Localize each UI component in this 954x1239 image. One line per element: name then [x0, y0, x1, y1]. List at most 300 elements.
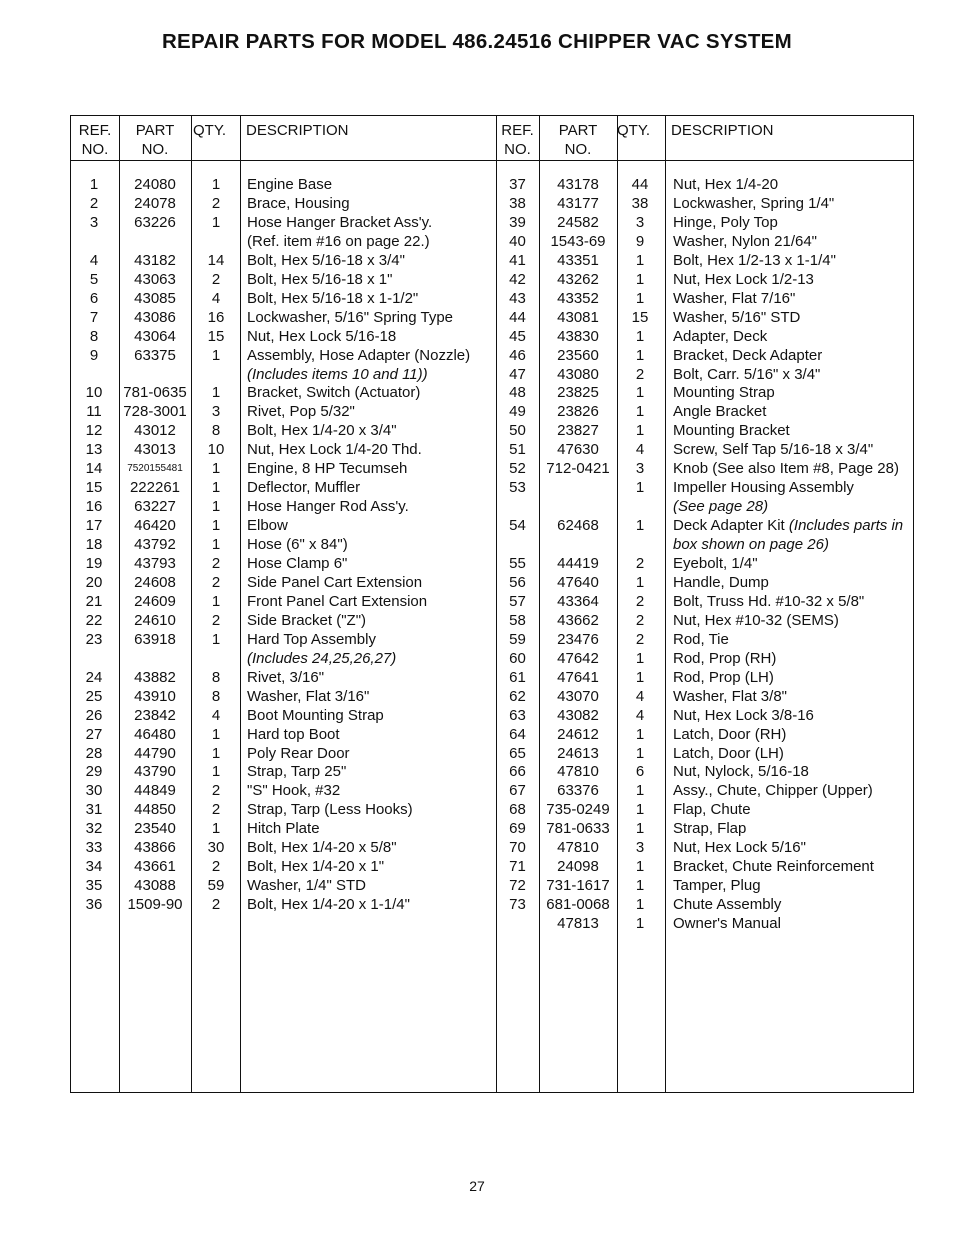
description-cell: Strap, Tarp 25"	[247, 763, 347, 781]
description-cell: Hose (6" x 84")	[247, 536, 348, 554]
part-no-cell: 7520155481	[127, 463, 183, 475]
qty-cell: 1	[635, 915, 645, 933]
description-cell: Nut, Hex Lock 5/16-18	[247, 327, 397, 345]
table-row	[71, 630, 915, 649]
part-no-cell: 43364	[557, 592, 599, 610]
part-no-cell: 24098	[557, 858, 599, 876]
ref-no-cell: 60	[509, 649, 526, 667]
header-divider	[71, 160, 913, 161]
description-cell: Rod, Tie	[673, 630, 729, 648]
qty-cell: 2	[211, 896, 221, 914]
qty-cell: 38	[631, 194, 649, 212]
table-row	[71, 857, 915, 876]
part-no-cell: 681-0068	[546, 896, 610, 914]
description-cell: (Includes 24,25,26,27)	[247, 649, 397, 667]
description-cell: Nut, Hex #10-32 (SEMS)	[673, 611, 839, 629]
qty-cell: 15	[631, 308, 649, 326]
description-cell: Nut, Hex Lock 3/8-16	[673, 706, 814, 724]
description-cell: Rivet, Pop 5/32"	[247, 403, 355, 421]
part-no-cell: 43086	[134, 308, 176, 326]
part-no-cell: 43662	[557, 611, 599, 629]
table-row	[71, 838, 915, 857]
part-no-cell: 43866	[134, 839, 176, 857]
part-no-cell: 43262	[557, 270, 599, 288]
qty-cell: 1	[635, 270, 645, 288]
table-row	[71, 668, 915, 687]
description-cell: Latch, Door (RH)	[673, 725, 787, 743]
ref-no-cell: 42	[509, 270, 526, 288]
part-no-cell: 63376	[557, 782, 599, 800]
ref-no-cell: 57	[509, 592, 526, 610]
qty-cell: 1	[635, 896, 645, 914]
qty-cell: 1	[211, 763, 221, 781]
qty-cell: 2	[635, 592, 645, 610]
table-row	[71, 516, 915, 535]
table-row	[71, 440, 915, 459]
table-row	[71, 289, 915, 308]
description-cell: Washer, Flat 7/16"	[673, 289, 796, 307]
qty-cell: 1	[211, 630, 221, 648]
qty-cell: 1	[635, 725, 645, 743]
table-row	[71, 573, 915, 592]
ref-no-cell: 43	[509, 289, 526, 307]
qty-cell: 4	[635, 687, 645, 705]
qty-cell: 2	[211, 573, 221, 591]
ref-no-cell: 20	[85, 573, 103, 591]
table-row	[71, 781, 915, 800]
part-no-cell: 43792	[134, 536, 176, 554]
part-no-cell: 44850	[134, 801, 176, 819]
part-no-cell: 43178	[557, 176, 599, 193]
part-no-cell: 1509-90	[127, 896, 183, 914]
table-row	[71, 459, 915, 478]
description-cell: Mounting Bracket	[673, 422, 790, 440]
table-row	[71, 270, 915, 289]
ref-no-cell: 53	[509, 479, 526, 497]
part-no-cell: 62468	[557, 517, 599, 535]
ref-no-cell: 22	[85, 611, 103, 629]
qty-cell: 1	[635, 479, 645, 497]
description-cell: Deck Adapter Kit (Includes parts in	[673, 517, 904, 535]
ref-no-cell: 59	[509, 630, 526, 648]
qty-cell: 2	[635, 611, 645, 629]
part-no-cell: 43790	[134, 763, 176, 781]
part-no-cell: 47640	[557, 573, 599, 591]
description-cell: Hitch Plate	[247, 820, 320, 838]
part-no-cell: 24610	[134, 611, 176, 629]
ref-no-cell: 2	[89, 194, 99, 212]
description-cell: Flap, Chute	[673, 801, 751, 819]
qty-cell: 8	[211, 687, 221, 705]
qty-cell: 2	[211, 194, 221, 212]
qty-cell: 2	[635, 630, 645, 648]
description-cell: Latch, Door (LH)	[673, 744, 784, 762]
part-no-cell: 24080	[134, 176, 176, 193]
description-cell: Brace, Housing	[247, 194, 350, 212]
qty-cell: 6	[635, 763, 645, 781]
table-row	[71, 649, 915, 668]
qty-cell: 3	[635, 213, 645, 231]
table-row	[71, 497, 915, 516]
part-no-cell: 43070	[557, 687, 599, 705]
description-cell: Bolt, Hex 5/16-18 x 3/4"	[247, 251, 405, 269]
qty-cell: 1	[635, 346, 645, 364]
ref-no-cell: 71	[509, 858, 526, 876]
part-no-cell: 43080	[557, 365, 599, 383]
table-row	[71, 175, 915, 194]
table-row	[71, 554, 915, 573]
part-no-cell: 47813	[557, 915, 599, 933]
part-no-cell: 44419	[557, 555, 599, 572]
table-row	[71, 232, 915, 251]
qty-cell: 44	[631, 176, 649, 193]
description-cell: Engine Base	[247, 176, 333, 193]
part-no-cell: 43793	[134, 555, 176, 572]
part-no-cell: 63226	[134, 213, 176, 231]
qty-cell: 3	[635, 460, 645, 478]
description-cell: Nut, Nylock, 5/16-18	[673, 763, 809, 781]
page-number: 27	[469, 1178, 485, 1194]
description-header: DESCRIPTION	[671, 122, 774, 139]
description-cell: Bolt, Hex 5/16-18 x 1-1/2"	[247, 289, 419, 307]
qty-cell: 8	[211, 422, 221, 440]
qty-cell: 1	[211, 384, 221, 402]
qty-cell: 1	[211, 479, 221, 497]
qty-cell: 3	[211, 403, 221, 421]
description-cell: Poly Rear Door	[247, 744, 350, 762]
part-no-cell: 43351	[557, 251, 599, 269]
ref-no-cell: 27	[85, 725, 103, 743]
part-no-cell: 222261	[129, 479, 181, 497]
description-cell: Side Panel Cart Extension	[247, 573, 423, 591]
ref-no-cell: 46	[509, 346, 526, 364]
description-cell: Assembly, Hose Adapter (Nozzle)	[247, 346, 471, 364]
ref-no-cell: 24	[85, 668, 103, 686]
description-cell: Screw, Self Tap 5/16-18 x 3/4"	[673, 441, 874, 459]
part-no-cell: 23825	[557, 384, 599, 402]
qty-cell: 4	[211, 289, 221, 307]
description-cell: Washer, 1/4" STD	[247, 877, 366, 895]
qty-cell: 1	[635, 251, 645, 269]
part-no-cell: 24582	[557, 213, 599, 231]
qty-cell: 2	[211, 801, 221, 819]
ref-no-cell: 63	[509, 706, 526, 724]
description-cell: Knob (See also Item #8, Page 28)	[673, 460, 899, 478]
description-cell: Nut, Hex 1/4-20	[673, 176, 779, 193]
part-no-cell: 24612	[557, 725, 599, 743]
ref-no-cell: 67	[509, 782, 526, 800]
description-cell: (Includes items 10 and 11))	[247, 365, 428, 383]
description-cell: Rivet, 3/16"	[247, 668, 325, 686]
ref-no-cell: 61	[509, 668, 526, 686]
qty-cell: 2	[635, 555, 645, 572]
table-row	[71, 706, 915, 725]
description-cell: Bolt, Hex 1/2-13 x 1-1/4"	[673, 251, 836, 269]
parts-table	[70, 115, 914, 1093]
qty-cell: 1	[211, 176, 221, 193]
part-no-cell: 23540	[134, 820, 176, 838]
ref-no-cell: 33	[85, 839, 103, 857]
qty-cell: 1	[211, 498, 221, 516]
qty-cell: 15	[207, 327, 225, 345]
ref-no-cell: 51	[509, 441, 526, 459]
qty-cell: 4	[211, 706, 221, 724]
part-no-cell: 43012	[134, 422, 176, 440]
description-cell: Nut, Hex Lock 1/2-13	[673, 270, 814, 288]
table-row	[71, 194, 915, 213]
table-row	[71, 725, 915, 744]
description-cell: Owner's Manual	[673, 915, 781, 933]
table-row	[71, 895, 915, 914]
description-cell: Engine, 8 HP Tecumseh	[247, 460, 408, 478]
part-no-cell: 24078	[134, 194, 176, 212]
table-row	[71, 213, 915, 232]
description-cell: (Ref. item #16 on page 22.)	[247, 232, 430, 250]
qty-cell: 1	[211, 536, 221, 554]
part-no-cell: 23560	[557, 346, 599, 364]
header-line: NO.	[141, 141, 169, 158]
header-line: NO.	[81, 141, 109, 158]
ref-no-cell: 47	[509, 365, 526, 383]
table-row	[71, 914, 915, 933]
part-no-cell: 47642	[557, 649, 599, 667]
description-cell: Bracket, Chute Reinforcement	[673, 858, 874, 876]
description-cell: Hose Clamp 6"	[247, 555, 348, 572]
ref-no-cell: 19	[85, 555, 103, 572]
part-no-cell: 735-0249	[546, 801, 610, 819]
description-cell: Bolt, Hex 5/16-18 x 1"	[247, 270, 393, 288]
part-no-cell: 43088	[134, 877, 176, 895]
description-cell: Elbow	[247, 517, 288, 535]
description-cell: Strap, Tarp (Less Hooks)	[247, 801, 413, 819]
qty-cell: 1	[211, 213, 221, 231]
ref-no-cell: 7	[89, 308, 99, 326]
description-cell: Washer, Nylon 21/64"	[673, 232, 818, 250]
ref-no-cell: 11	[86, 403, 102, 421]
description-cell: Eyebolt, 1/4"	[673, 555, 758, 572]
qty-cell: 59	[207, 877, 225, 895]
description-cell: Chute Assembly	[673, 896, 782, 914]
part-no-cell: 43063	[134, 270, 176, 288]
qty-cell: 1	[635, 820, 645, 838]
description-cell: Hard top Boot	[247, 725, 340, 743]
description-cell: Bracket, Deck Adapter	[673, 346, 823, 364]
qty-cell: 1	[635, 744, 645, 762]
qty-cell: 4	[635, 441, 645, 459]
part-no-cell: 43082	[557, 706, 599, 724]
description-cell: Washer, Flat 3/8"	[673, 687, 787, 705]
header-line: REF.	[78, 122, 112, 139]
qty-cell: 2	[211, 858, 221, 876]
header-line: NO.	[564, 141, 592, 158]
description-cell: Bolt, Carr. 5/16" x 3/4"	[673, 365, 821, 383]
description-cell: Washer, 5/16" STD	[673, 308, 801, 326]
part-no-cell: 24608	[134, 573, 176, 591]
ref-no-cell: 34	[85, 858, 103, 876]
part-no-cell: 731-1617	[546, 877, 610, 895]
ref-no-cell: 31	[85, 801, 103, 819]
part-no-cell: 43085	[134, 289, 176, 307]
qty-header: QTY.	[193, 122, 227, 139]
ref-no-cell: 17	[85, 517, 103, 535]
table-row	[71, 876, 915, 895]
ref-no-cell: 41	[509, 251, 526, 269]
part-no-cell: 44849	[134, 782, 176, 800]
qty-cell: 1	[635, 403, 645, 421]
table-row	[71, 308, 915, 327]
ref-no-cell: 10	[85, 384, 103, 402]
part-no-header	[539, 121, 617, 159]
qty-cell: 16	[207, 308, 225, 326]
qty-cell: 2	[211, 611, 221, 629]
header-line: PART	[135, 122, 175, 139]
description-cell: Strap, Flap	[673, 820, 747, 838]
part-no-cell: 43081	[557, 308, 599, 326]
qty-cell: 4	[635, 706, 645, 724]
ref-no-cell: 8	[89, 327, 99, 345]
part-no-cell: 43064	[134, 327, 176, 345]
ref-no-cell: 6	[89, 289, 99, 307]
description-cell: Washer, Flat 3/16"	[247, 687, 370, 705]
header-line: NO.	[504, 141, 531, 158]
ref-no-cell: 39	[509, 213, 526, 231]
description-cell: Nut, Hex Lock 1/4-20 Thd.	[247, 441, 422, 459]
description-cell: Bolt, Hex 1/4-20 x 3/4"	[247, 422, 397, 440]
description-cell: Front Panel Cart Extension	[247, 592, 428, 610]
description-cell: Hose Hanger Rod Ass'y.	[247, 498, 409, 516]
description-cell: Hinge, Poly Top	[673, 213, 778, 231]
ref-no-cell: 72	[509, 877, 526, 895]
ref-no-cell: 73	[509, 896, 526, 914]
ref-no-cell: 52	[509, 460, 526, 478]
table-row	[71, 535, 915, 554]
qty-cell: 1	[635, 422, 645, 440]
qty-cell: 1	[635, 782, 645, 800]
table-row	[71, 383, 915, 402]
description-cell: Bolt, Hex 1/4-20 x 5/8"	[247, 839, 397, 857]
description-cell: Tamper, Plug	[673, 877, 761, 895]
description-cell: Assy., Chute, Chipper (Upper)	[673, 782, 873, 800]
table-row	[71, 687, 915, 706]
part-no-header	[119, 121, 191, 159]
ref-no-cell: 38	[509, 194, 526, 212]
table-row	[71, 327, 915, 346]
qty-cell: 14	[207, 251, 225, 269]
ref-no-cell: 12	[85, 422, 103, 440]
ref-no-cell: 15	[85, 479, 103, 497]
description-cell: Side Bracket ("Z")	[247, 611, 367, 629]
ref-no-cell: 64	[509, 725, 526, 743]
ref-no-cell: 26	[85, 706, 103, 724]
description-note: (Includes parts in	[784, 517, 904, 535]
table-row	[71, 346, 915, 365]
qty-cell: 1	[635, 668, 645, 686]
qty-cell: 1	[211, 517, 221, 535]
ref-no-cell: 29	[85, 763, 103, 781]
part-no-cell: 24613	[557, 744, 599, 762]
ref-no-cell: 4	[89, 251, 99, 269]
description-cell: Bracket, Switch (Actuator)	[247, 384, 421, 402]
part-no-cell: 43013	[134, 441, 176, 459]
description-header: DESCRIPTION	[246, 122, 349, 139]
qty-cell: 1	[635, 384, 645, 402]
table-row	[71, 478, 915, 497]
qty-cell: 1	[211, 346, 221, 364]
description-cell: Rod, Prop (LH)	[673, 668, 774, 686]
ref-no-cell: 62	[509, 687, 526, 705]
ref-no-cell: 5	[89, 270, 99, 288]
description-cell: Lockwasher, Spring 1/4"	[673, 194, 835, 212]
ref-no-cell: 48	[509, 384, 526, 402]
ref-no-cell: 40	[509, 232, 526, 250]
table-row	[71, 744, 915, 763]
part-no-cell: 63918	[134, 630, 176, 648]
ref-no-cell: 1	[89, 176, 99, 193]
qty-cell: 1	[211, 460, 221, 478]
ref-no-header	[71, 121, 119, 159]
part-no-cell: 24609	[134, 592, 176, 610]
qty-cell: 1	[635, 858, 645, 876]
qty-cell: 1	[635, 877, 645, 895]
qty-cell: 1	[211, 725, 221, 743]
table-row	[71, 421, 915, 440]
description-cell: Angle Bracket	[673, 403, 767, 421]
table-row	[71, 819, 915, 838]
description-cell: box shown on page 26)	[673, 536, 829, 554]
description-cell: Adapter, Deck	[673, 327, 768, 345]
table-row	[71, 402, 915, 421]
qty-cell: 3	[635, 839, 645, 857]
part-no-cell: 46480	[134, 725, 176, 743]
table-row	[71, 592, 915, 611]
ref-no-cell: 49	[509, 403, 526, 421]
qty-header: QTY.	[617, 122, 651, 139]
part-no-cell: 781-0633	[546, 820, 610, 838]
qty-cell: 1	[211, 744, 221, 762]
ref-no-cell: 58	[509, 611, 526, 629]
qty-cell: 2	[211, 782, 221, 800]
description-cell: Bolt, Truss Hd. #10-32 x 5/8"	[673, 592, 865, 610]
header-line: REF.	[501, 122, 534, 139]
part-no-cell: 43910	[134, 687, 176, 705]
description-cell: Bolt, Hex 1/4-20 x 1-1/4"	[247, 896, 410, 914]
ref-no-cell: 16	[85, 498, 103, 516]
description-cell: Rod, Prop (RH)	[673, 649, 777, 667]
description-cell: Handle, Dump	[673, 573, 769, 591]
ref-no-cell: 32	[85, 820, 103, 838]
ref-no-cell: 9	[89, 346, 99, 364]
ref-no-cell: 36	[85, 896, 103, 914]
ref-no-cell: 14	[85, 460, 103, 478]
description-cell: Impeller Housing Assembly	[673, 479, 854, 497]
description-cell: Lockwasher, 5/16" Spring Type	[247, 308, 454, 326]
part-no-cell: 23827	[557, 422, 599, 440]
ref-no-cell: 66	[509, 763, 526, 781]
table-row	[71, 800, 915, 819]
qty-cell: 30	[207, 839, 225, 857]
part-no-cell: 23826	[557, 403, 599, 421]
part-no-cell: 43882	[134, 668, 176, 686]
part-no-cell: 47810	[557, 839, 599, 857]
ref-no-cell: 30	[85, 782, 103, 800]
ref-no-cell: 3	[89, 213, 99, 231]
description-cell: Hose Hanger Bracket Ass'y.	[247, 213, 433, 231]
page-title: REPAIR PARTS FOR MODEL 486.24516 CHIPPER VAC SYSTEM	[161, 30, 793, 53]
ref-no-cell: 37	[509, 176, 526, 193]
part-no-cell: 781-0635	[123, 384, 187, 402]
table-row	[71, 762, 915, 781]
table-row	[71, 365, 915, 384]
